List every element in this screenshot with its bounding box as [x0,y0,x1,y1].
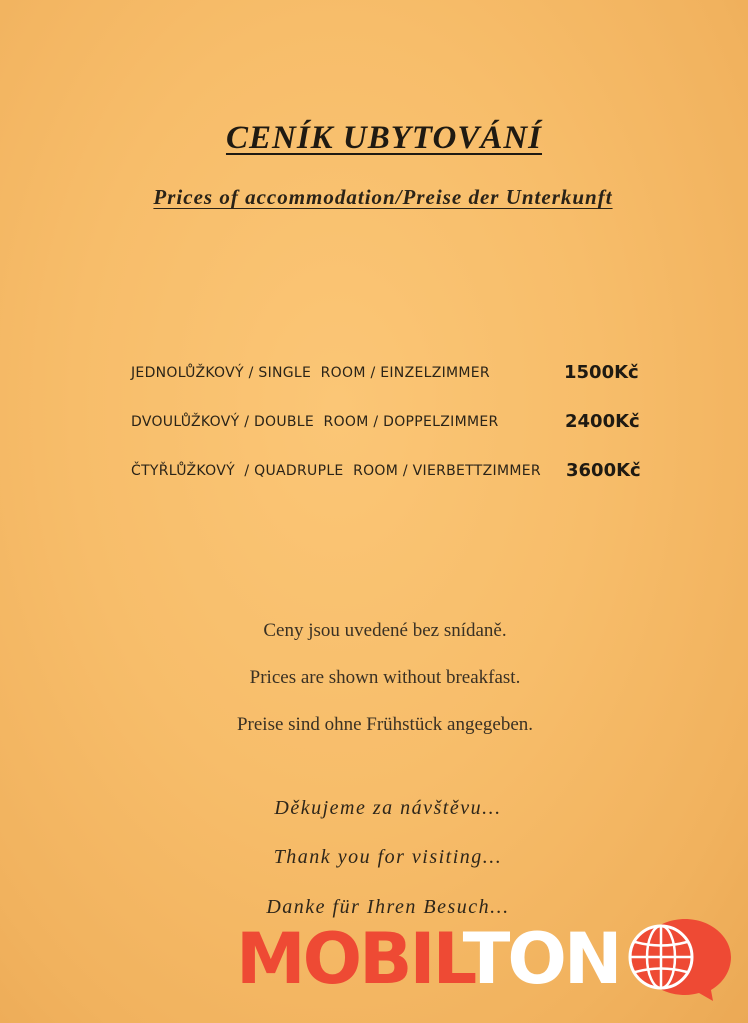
page-subtitle: Prices of accommodation/Preise der Unterkunft [153,185,613,209]
watermark-logo [236,914,737,1004]
watermark-part-2: TON [462,918,620,1000]
watermark-text [236,918,620,1000]
thanks-czech: Děkujeme za návštěvu... [274,797,502,819]
price-row-single [131,355,651,385]
thanks-german: Danke für Ihren Besuch... [266,896,510,918]
page-title: CENÍK UBYTOVÁNÍ [225,120,543,156]
note-english: Prices are shown without breakfast. [249,667,521,688]
price-row-quadruple [131,453,651,483]
thanks-english: Thank you for visiting... [273,846,503,868]
room-label: JEDNOLŮŽKOVÝ / SINGLE ROOM / EINZELZIMMER [131,365,490,381]
globe-speech-bubble-icon [625,913,737,1005]
price-row-double [131,404,651,434]
room-label: DVOULŮŽKOVÝ / DOUBLE ROOM / DOPPELZIMMER [131,414,499,430]
room-price: 3600Kč [566,460,641,481]
watermark-part-1: MOBIL [236,918,463,1000]
room-label: ČTYŘLŮŽKOVÝ / QUADRUPLE ROOM / VIERBETTZIMMER [131,463,541,479]
room-price: 1500Kč [564,362,639,383]
note-german: Preise sind ohne Frühstück angegeben. [236,714,534,735]
room-price: 2400Kč [565,411,640,432]
note-czech: Ceny jsou uvedené bez snídaně. [263,620,507,641]
